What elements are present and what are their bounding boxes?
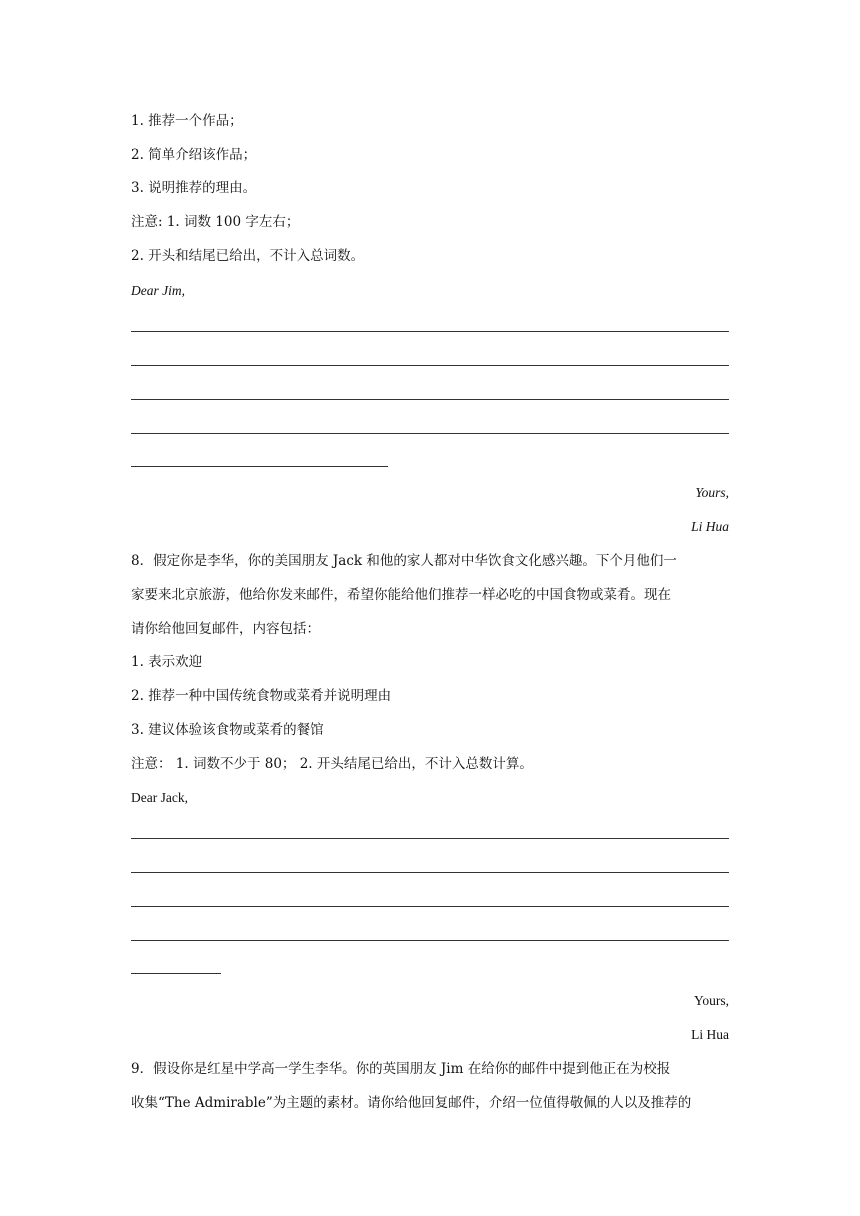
note-line: 注意： 1. 词数不少于 80； 2. 开头结尾已给出，不计入总数计算。: [131, 756, 533, 772]
answer-line: [131, 331, 729, 332]
letter-closing: Yours,: [693, 993, 729, 1008]
answer-line: [131, 872, 729, 873]
requirement-item: 3. 说明推荐的理由。: [131, 180, 257, 196]
question-9-text: 9．假设你是红星中学高一学生李华。你的英国朋友 Jim 在给你的邮件中提到他正在为校报: [131, 1061, 671, 1077]
requirement-item: 2. 简单介绍该作品；: [131, 147, 257, 163]
answer-line-short: [131, 466, 388, 467]
answer-line: [131, 399, 729, 400]
answer-line: [131, 838, 729, 839]
requirement-item: 1. 表示欢迎: [131, 654, 203, 670]
question-9-text: 收集“The Admirable”为主题的素材。请你给他回复邮件，介绍一位值得敬佩的人以及推荐的: [131, 1095, 692, 1111]
note-line: 注意: 1. 词数 100 字左右；: [131, 214, 300, 230]
requirement-item: 2. 推荐一种中国传统食物或菜肴并说明理由: [131, 688, 392, 704]
letter-closing: Yours,: [695, 485, 729, 500]
question-8-text: 请你给他回复邮件，内容包括：: [131, 621, 320, 637]
answer-line: [131, 365, 729, 366]
answer-line: [131, 940, 729, 941]
letter-greeting: Dear Jim,: [131, 283, 185, 298]
letter-signature: Li Hua: [691, 519, 729, 534]
letter-greeting: Dear Jack,: [131, 790, 188, 805]
note-line: 2. 开头和结尾已给出，不计入总词数。: [131, 248, 365, 264]
answer-line: [131, 433, 729, 434]
answer-line-short: [131, 973, 221, 974]
answer-line: [131, 906, 729, 907]
requirement-item: 1. 推荐一个作品；: [131, 113, 243, 129]
letter-signature: Li Hua: [691, 1027, 729, 1042]
question-8-text: 家要来北京旅游，他给你发来邮件，希望你能给他们推荐一样必吃的中国食物或菜肴。现在: [131, 587, 671, 603]
requirement-item: 3. 建议体验该食物或菜肴的餐馆: [131, 722, 324, 738]
question-8-text: 8．假定你是李华，你的美国朋友 Jack 和他的家人都对中华饮食文化感兴趣。下个月他们一: [131, 553, 677, 569]
